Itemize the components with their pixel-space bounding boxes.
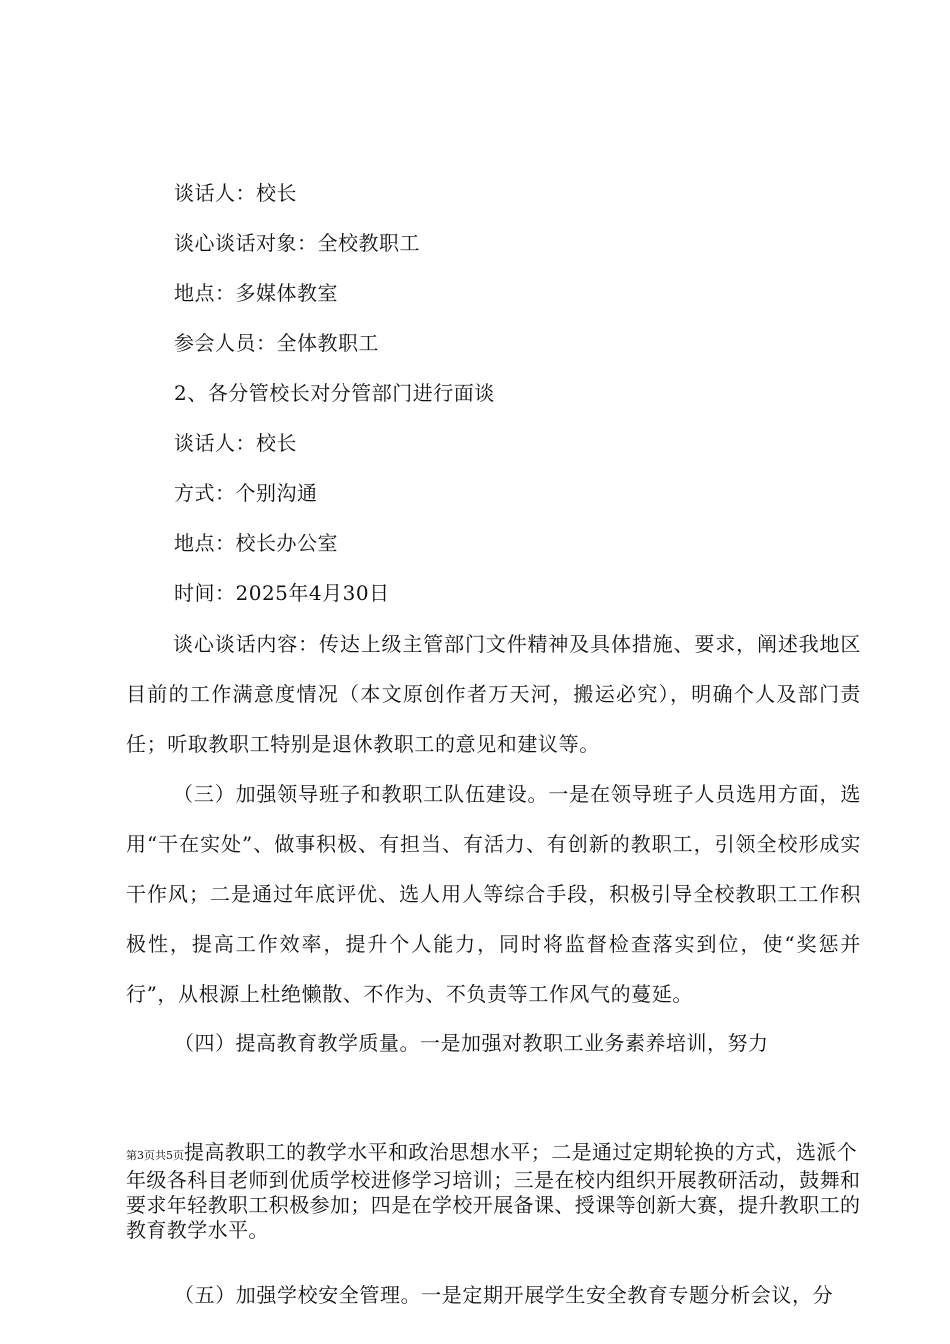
location-line-2: 地点：校长办公室: [174, 531, 338, 555]
section-5-paragraph: （五）加强学校安全管理。一是定期开展学生安全教育专题分析会议，分: [174, 1283, 834, 1307]
talker-line-2: 谈话人：校长: [174, 431, 297, 455]
page-footer: 第3页共5页: [126, 1149, 184, 1162]
section-4-paragraph: （四）提高教育教学质量。一是加强对教职工业务素养培训，努力: [174, 1031, 769, 1055]
location-line: 地点：多媒体教室: [174, 281, 338, 305]
talker-line: 谈话人：校长: [174, 181, 297, 205]
talk-content-paragraph: 谈心谈话内容：传达上级主管部门文件精神及具体措施、要求，阐述我地区目前的工作满意度情况（本文原创作者万天河，搬运必究），明确个人及部门责任；听取教职工特别是退休教职工的意见和建议等。: [126, 632, 861, 756]
method-line: 方式：个别沟通: [174, 481, 318, 505]
continuation-text: 提高教职工的教学水平和政治思想水平；二是通过定期轮换的方式，选派个年级各科目老师到优质学校进修学习培训；三是在校内组织开展教研活动，鼓舞和要求年轻教职工积极参加；四是在学校开展备课、授课等创新大赛，提升教职工的教育教学水平。: [126, 1140, 861, 1242]
section-3-paragraph: （三）加强领导班子和教职工队伍建设。一是在领导班子人员选用方面，选用“干在实处”、做事积极、有担当、有活力、有创新的教职工，引领全校形成实干作风；二是通过年底评优、选人用人等综合手段，积极引导全校教职工工作积极性，提高工作效率，提升个人能力，同时将监督检查落实到位，使“奖惩并行”，从根源上杜绝懒散、不作为、不负责等工作风气的蔓延。: [126, 782, 861, 1006]
attendees-line: 参会人员：全体教职工: [174, 331, 379, 355]
talk-target-line: 谈心谈话对象：全校教职工: [174, 231, 420, 255]
section-heading-2: 2、各分管校长对分管部门进行面谈: [174, 381, 495, 405]
continuation-block: [126, 1140, 861, 1243]
time-line: 时间：2025年4月30日: [174, 581, 390, 605]
